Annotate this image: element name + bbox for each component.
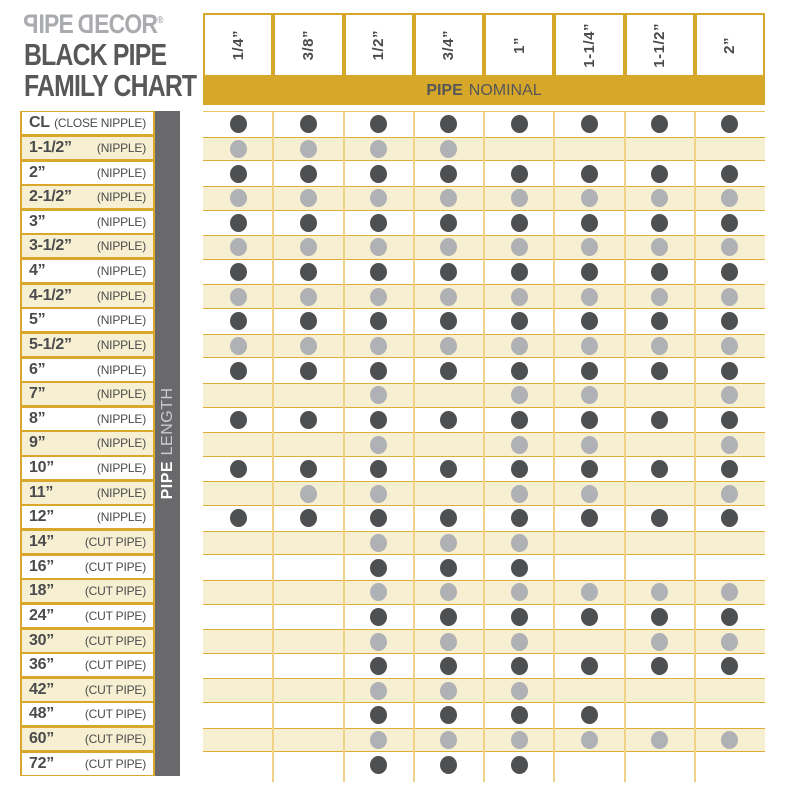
- dot-gray: [511, 288, 528, 306]
- dot-dark: [230, 165, 247, 183]
- row-kind-label: (NIPPLE): [96, 510, 146, 525]
- logo-text-ecor: ECOR: [94, 9, 158, 39]
- dot-dark: [300, 460, 317, 478]
- dot-dark: [370, 214, 387, 232]
- logo-text-ipe: IPE: [38, 9, 73, 39]
- dot-dark: [230, 509, 247, 527]
- row-kind-label: (NIPPLE): [96, 190, 146, 205]
- dot-gray: [511, 633, 528, 651]
- column-header-label: 1”: [510, 36, 528, 54]
- column-header-label: 2”: [721, 36, 739, 54]
- row-label-cell: [22, 112, 153, 134]
- dot-dark: [651, 411, 668, 429]
- row-kind-label: (CUT PIPE): [84, 559, 146, 574]
- row-label-cell: [22, 309, 153, 331]
- column-divider-line: [553, 112, 555, 782]
- dot-gray: [370, 436, 387, 454]
- dot-dark: [370, 411, 387, 429]
- column-divider-line: [413, 112, 415, 782]
- dot-dark: [581, 460, 598, 478]
- dot-dark: [511, 411, 528, 429]
- row-kind-label: (CUT PIPE): [84, 682, 146, 697]
- row-kind-label: (CUT PIPE): [84, 608, 146, 623]
- column-header-label: 1-1/4”: [580, 22, 598, 68]
- dot-gray: [230, 189, 247, 207]
- row-kind-label: (NIPPLE): [96, 362, 146, 377]
- dot-dark: [230, 214, 247, 232]
- dot-gray: [581, 386, 598, 404]
- dot-gray: [511, 436, 528, 454]
- dot-gray: [511, 682, 528, 700]
- dot-gray: [721, 288, 738, 306]
- dot-dark: [651, 165, 668, 183]
- dot-dark: [511, 115, 528, 133]
- dot-dark: [511, 312, 528, 330]
- column-header-cell: [486, 15, 552, 75]
- column-divider-line: [694, 112, 696, 782]
- dot-dark: [230, 263, 247, 281]
- row-kind-label: (CUT PIPE): [84, 756, 146, 771]
- chart-title-line-2: FAMILY CHART: [24, 68, 197, 103]
- row-kind-label: (CUT PIPE): [84, 707, 146, 722]
- row-size-label: 5”: [29, 311, 46, 329]
- dot-gray: [370, 485, 387, 503]
- dot-gray: [300, 189, 317, 207]
- dot-dark: [300, 214, 317, 232]
- row-label-cell: [22, 605, 153, 627]
- dot-dark: [511, 460, 528, 478]
- row-label-cell: [22, 359, 153, 381]
- row-size-label: 6”: [29, 360, 46, 378]
- dot-dark: [511, 657, 528, 675]
- dot-gray: [581, 731, 598, 749]
- row-label-cell: [22, 703, 153, 725]
- dot-dark: [511, 756, 528, 774]
- dot-dark: [511, 362, 528, 380]
- row-size-label: 2-1/2”: [29, 188, 72, 206]
- row-label-cell: [22, 235, 153, 257]
- dot-gray: [370, 140, 387, 158]
- dot-dark: [370, 608, 387, 626]
- row-label-cell: [22, 654, 153, 676]
- dot-dark: [440, 756, 457, 774]
- dot-gray: [511, 337, 528, 355]
- pipe-nominal-banner: [203, 77, 765, 105]
- dot-dark: [300, 411, 317, 429]
- row-label-cell: [22, 211, 153, 233]
- dot-gray: [370, 682, 387, 700]
- dot-gray: [440, 633, 457, 651]
- dot-gray: [511, 534, 528, 552]
- row-size-label: 36”: [29, 656, 54, 674]
- registered-mark: ®: [157, 15, 164, 26]
- dot-dark: [370, 559, 387, 577]
- row-kind-label: (NIPPLE): [96, 264, 146, 279]
- dot-dark: [581, 165, 598, 183]
- logo-flipped-p: P: [24, 9, 39, 39]
- dot-dark: [230, 460, 247, 478]
- row-label-cell: [22, 432, 153, 454]
- column-divider-line: [343, 112, 345, 782]
- row-label-cell: [22, 457, 153, 479]
- row-kind-label: (CUT PIPE): [84, 658, 146, 673]
- column-header-cell: [416, 15, 482, 75]
- row-label-cell: [22, 753, 153, 775]
- row-size-label: 1-1/2”: [29, 138, 72, 156]
- column-header-cell: [556, 15, 622, 75]
- dot-dark: [581, 657, 598, 675]
- row-size-label: 10”: [29, 459, 54, 477]
- row-kind-label: (NIPPLE): [96, 411, 146, 426]
- row-kind-label: (NIPPLE): [96, 288, 146, 303]
- dot-gray: [230, 288, 247, 306]
- row-label-cell: [22, 728, 153, 750]
- dot-gray: [581, 337, 598, 355]
- dot-dark: [440, 165, 457, 183]
- dot-dark: [370, 756, 387, 774]
- row-size-label: 4”: [29, 262, 46, 280]
- row-size-label: 3”: [29, 212, 46, 230]
- column-header-label: 3/4”: [440, 29, 458, 61]
- dot-dark: [721, 362, 738, 380]
- bar-word-length: LENGTH: [158, 387, 176, 456]
- pipe-length-bar: [155, 111, 180, 776]
- row-kind-label: (NIPPLE): [96, 313, 146, 328]
- row-kind-label: (CUT PIPE): [84, 584, 146, 599]
- dot-gray: [651, 288, 668, 306]
- column-header-cell: [275, 15, 341, 75]
- row-label-cell: [22, 285, 153, 307]
- column-header-cell: [205, 15, 271, 75]
- column-header-cell: [346, 15, 412, 75]
- row-size-label: 9”: [29, 434, 46, 452]
- column-header-row: [203, 13, 765, 77]
- row-kind-label: (CUT PIPE): [84, 732, 146, 747]
- row-size-label: 4-1/2”: [29, 286, 72, 304]
- dot-gray: [721, 633, 738, 651]
- row-size-label: 16”: [29, 557, 54, 575]
- dot-dark: [651, 214, 668, 232]
- dot-dark: [230, 312, 247, 330]
- dot-gray: [581, 189, 598, 207]
- row-size-label: 5-1/2”: [29, 335, 72, 353]
- dot-dark: [651, 608, 668, 626]
- dot-dark: [581, 214, 598, 232]
- dot-dark: [651, 362, 668, 380]
- row-kind-label: (NIPPLE): [96, 165, 146, 180]
- chart-title-line-1: BLACK PIPE: [24, 37, 167, 72]
- bar-word-pipe: PIPE: [158, 461, 176, 500]
- dot-gray: [721, 436, 738, 454]
- column-header-label: 1-1/2”: [651, 22, 669, 68]
- dot-dark: [581, 411, 598, 429]
- row-label-cell: [22, 482, 153, 504]
- row-kind-label: (NIPPLE): [96, 387, 146, 402]
- row-kind-label: (NIPPLE): [96, 461, 146, 476]
- row-kind-label: (CLOSE NIPPLE): [54, 116, 146, 131]
- row-kind-label: (NIPPLE): [96, 214, 146, 229]
- dot-gray: [651, 633, 668, 651]
- dot-gray: [300, 337, 317, 355]
- row-size-label: 12”: [29, 508, 54, 526]
- row-size-label: 60”: [29, 730, 54, 748]
- pipe-length-label: [159, 387, 177, 499]
- dot-gray: [651, 337, 668, 355]
- row-size-label: 14”: [29, 533, 54, 550]
- dot-dark: [440, 362, 457, 380]
- row-size-label: 72”: [29, 754, 54, 772]
- dot-gray: [581, 485, 598, 503]
- dot-gray: [511, 386, 528, 404]
- column-header-label: 1/4”: [229, 29, 247, 61]
- dot-gray: [230, 238, 247, 256]
- dot-dark: [300, 165, 317, 183]
- column-header-label: 1/2”: [370, 29, 388, 61]
- dot-dark: [511, 706, 528, 724]
- dot-dark: [511, 214, 528, 232]
- banner-word-nominal: NOMINAL: [468, 82, 542, 99]
- dot-gray: [440, 288, 457, 306]
- dot-gray: [230, 337, 247, 355]
- dot-dark: [511, 509, 528, 527]
- row-size-label: 11”: [29, 483, 54, 501]
- dot-gray: [370, 288, 387, 306]
- row-size-label: 30”: [29, 631, 54, 649]
- row-label-cell: [22, 556, 153, 578]
- dot-dark: [581, 362, 598, 380]
- dot-gray: [511, 238, 528, 256]
- row-size-label: 8”: [29, 409, 46, 427]
- availability-dot-grid: [203, 111, 765, 777]
- row-label-cell: [22, 580, 153, 602]
- row-label-cell: [22, 334, 153, 356]
- column-header-cell: [697, 15, 763, 75]
- row-label-cell: [22, 531, 153, 553]
- row-kind-label: (NIPPLE): [96, 140, 146, 155]
- row-size-label: CL: [29, 114, 50, 132]
- row-kind-label: (CUT PIPE): [84, 633, 146, 648]
- row-label-cell: [22, 260, 153, 282]
- row-size-label: 42”: [29, 680, 54, 698]
- dot-dark: [230, 411, 247, 429]
- dot-gray: [581, 436, 598, 454]
- dot-dark: [300, 263, 317, 281]
- dot-gray: [511, 583, 528, 601]
- dot-dark: [370, 165, 387, 183]
- dot-dark: [721, 165, 738, 183]
- dot-dark: [511, 559, 528, 577]
- dot-gray: [300, 288, 317, 306]
- dot-gray: [511, 485, 528, 503]
- dot-dark: [511, 263, 528, 281]
- dot-dark: [300, 362, 317, 380]
- row-kind-label: (NIPPLE): [96, 436, 146, 451]
- row-label-cell: [22, 506, 153, 528]
- dot-gray: [300, 140, 317, 158]
- row-size-label: 24”: [29, 606, 54, 624]
- dot-dark: [511, 165, 528, 183]
- dot-gray: [300, 485, 317, 503]
- column-divider-line: [624, 112, 626, 782]
- row-kind-label: (NIPPLE): [96, 485, 146, 500]
- dot-dark: [581, 608, 598, 626]
- row-kind-label: (CUT PIPE): [84, 535, 146, 549]
- dot-gray: [581, 583, 598, 601]
- dot-gray: [370, 633, 387, 651]
- row-label-cell: [22, 137, 153, 159]
- column-divider-line: [272, 112, 274, 782]
- row-label-column: [20, 111, 155, 776]
- row-size-label: 3-1/2”: [29, 237, 72, 255]
- dot-gray: [370, 337, 387, 355]
- column-header-label: 3/8”: [299, 29, 317, 61]
- dot-gray: [230, 140, 247, 158]
- dot-gray: [581, 288, 598, 306]
- row-label-cell: [22, 408, 153, 430]
- row-label-cell: [22, 679, 153, 701]
- row-size-label: 2”: [29, 163, 46, 181]
- row-kind-label: (NIPPLE): [96, 337, 146, 352]
- dot-dark: [511, 608, 528, 626]
- row-label-cell: [22, 630, 153, 652]
- row-size-label: 7”: [29, 385, 46, 403]
- dot-dark: [581, 263, 598, 281]
- pipe-decor-logo: [24, 6, 207, 39]
- row-label-cell: [22, 186, 153, 208]
- dot-gray: [511, 731, 528, 749]
- column-header-cell: [627, 15, 693, 75]
- row-kind-label: (NIPPLE): [96, 239, 146, 254]
- logo-flipped-d: D: [78, 9, 95, 39]
- dot-dark: [230, 362, 247, 380]
- column-divider-line: [483, 112, 485, 782]
- row-label-cell: [22, 383, 153, 405]
- dot-dark: [370, 362, 387, 380]
- row-label-cell: [22, 162, 153, 184]
- row-size-label: 48”: [29, 705, 54, 723]
- row-size-label: 18”: [29, 582, 54, 600]
- dot-gray: [511, 189, 528, 207]
- banner-word-pipe: PIPE: [426, 82, 463, 99]
- dot-dark: [230, 115, 247, 133]
- dot-dark: [440, 559, 457, 577]
